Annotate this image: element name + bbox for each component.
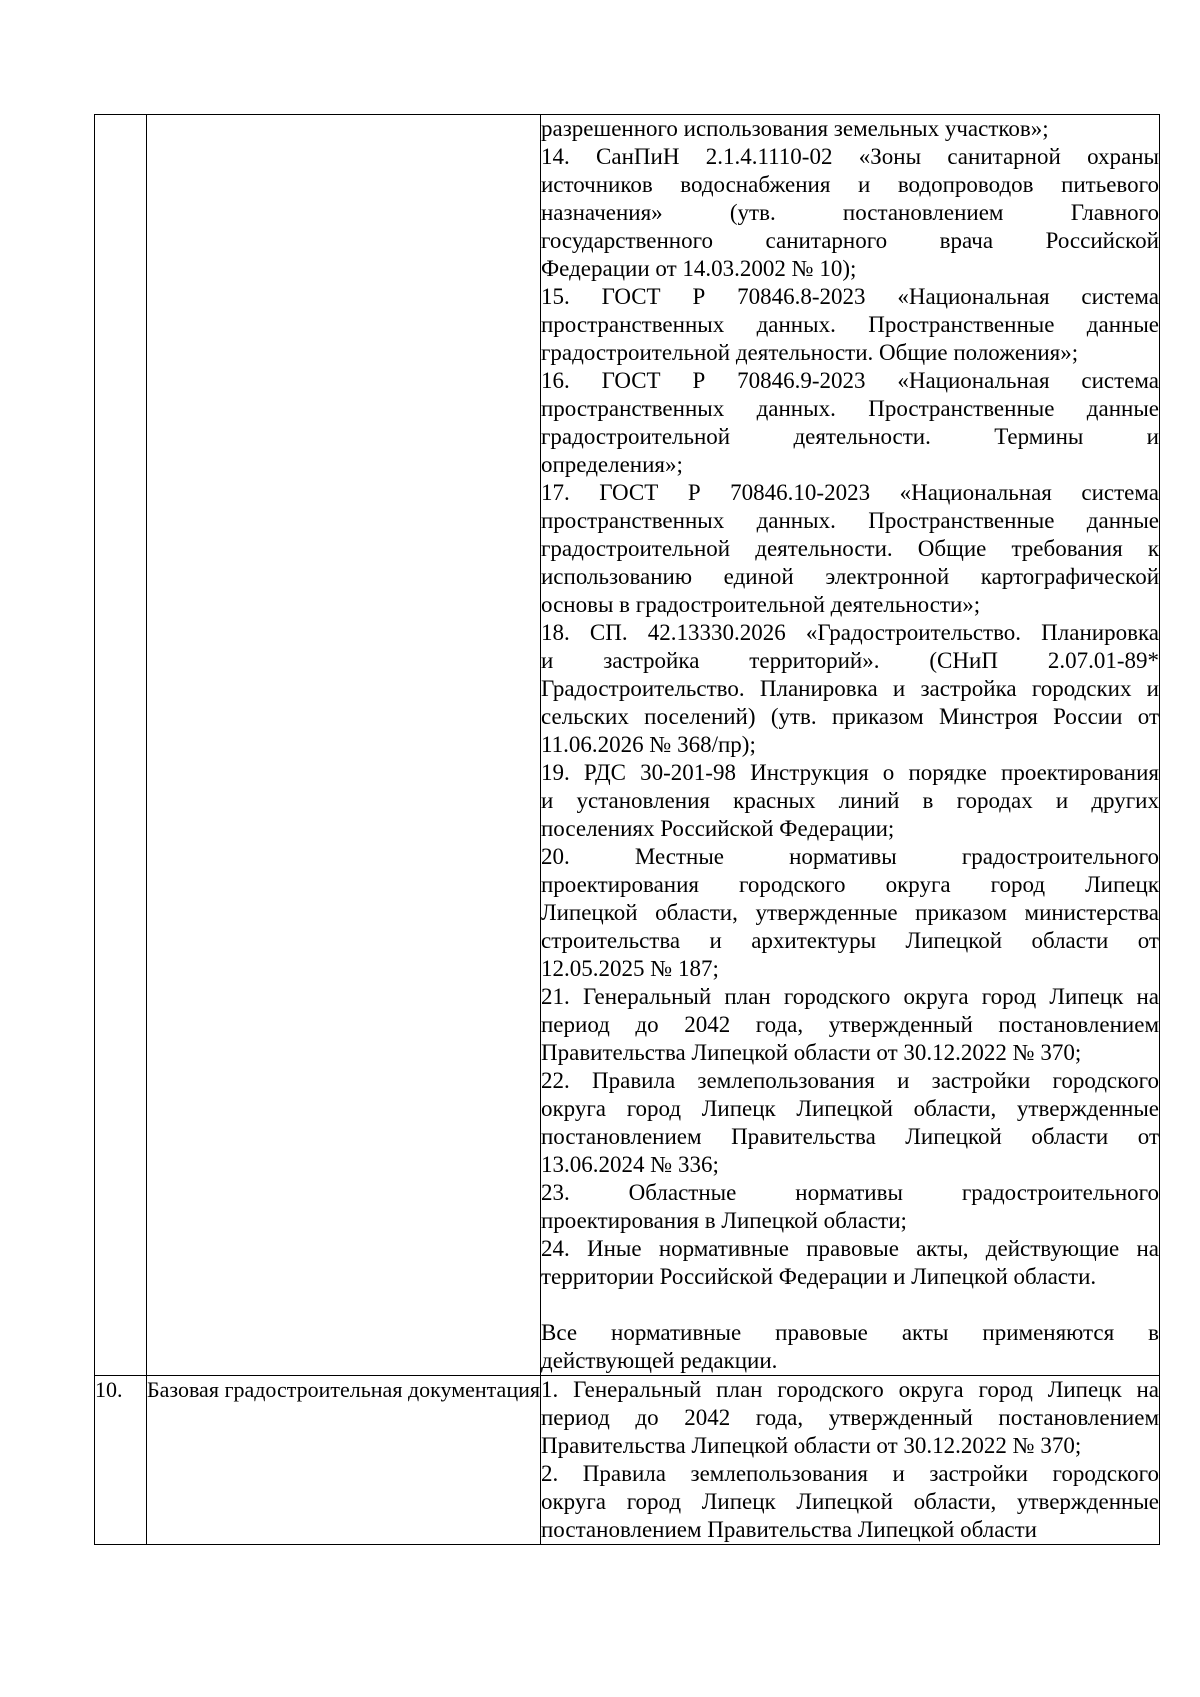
content-blocks [541, 115, 1159, 1375]
text-line: 17. ГОСТ Р 70846.10-2023 «Национальная система [541, 480, 1159, 505]
text-line: действующей редакции. [541, 1348, 778, 1373]
text-line: и застройка территорий». (СНиП 2.07.01-89* [541, 648, 1159, 673]
text-line: 12.05.2025 № 187; [541, 956, 719, 981]
text-line: использованию единой электронной картографической [541, 564, 1159, 589]
text-line: градостроительной деятельности. Общие положения»; [541, 340, 1079, 365]
text-line: 20. Местные нормативы градостроительного [541, 844, 1159, 869]
list-item [541, 619, 1159, 759]
row-content [541, 115, 1160, 1376]
text-line: 24. Иные нормативные правовые акты, действующие на [541, 1236, 1159, 1261]
list-item [541, 759, 1159, 843]
text-line: постановлением Правительства Липецкой области [541, 1517, 1037, 1542]
requirements-table [94, 114, 1160, 1545]
text-line: 13.06.2024 № 336; [541, 1152, 719, 1177]
text-line: 14. СанПиН 2.1.4.1110-02 «Зоны санитарной охраны [541, 144, 1159, 169]
list-item [541, 1376, 1159, 1460]
content-blocks [541, 1376, 1159, 1544]
text-line: 11.06.2026 № 368/пр); [541, 732, 756, 757]
row-name: Базовая градостроительная документация [147, 1376, 541, 1545]
text-line: градостроительной деятельности. Термины и [541, 424, 1159, 449]
list-item [541, 283, 1159, 367]
text-line: основы в градостроительной деятельности»; [541, 592, 981, 617]
text-line: территории Российской Федерации и Липецкой области. [541, 1264, 1097, 1289]
text-line: округа город Липецк Липецкой области, утвержденные [541, 1489, 1159, 1514]
text-line: проектирования городского округа город Липецк [541, 872, 1159, 897]
text-line: округа город Липецк Липецкой области, утвержденные [541, 1096, 1159, 1121]
text-line: 22. Правила землепользования и застройки городского [541, 1068, 1159, 1093]
text-line: 2. Правила землепользования и застройки городского [541, 1461, 1159, 1486]
text-line: Правительства Липецкой области от 30.12.2022 № 370; [541, 1040, 1082, 1065]
text-line: 23. Областные нормативы градостроительного [541, 1180, 1159, 1205]
text-line: период до 2042 года, утвержденный постановлением [541, 1012, 1159, 1037]
text-line: Федерации от 14.03.2002 № 10); [541, 256, 857, 281]
row-number [95, 115, 147, 1376]
list-item [541, 843, 1159, 983]
text-line: постановлением Правительства Липецкой области от [541, 1124, 1159, 1149]
list-item [541, 1291, 1159, 1319]
text-line: Правительства Липецкой области от 30.12.2022 № 370; [541, 1433, 1082, 1458]
text-line: Все нормативные правовые акты применяются в [541, 1320, 1159, 1345]
text-line: определения»; [541, 452, 683, 477]
text-line: 1. Генеральный план городского округа город Липецк на [541, 1377, 1159, 1402]
list-item [541, 115, 1159, 143]
list-item [541, 1235, 1159, 1291]
text-line: 18. СП. 42.13330.2026 «Градостроительство. Планировка [541, 620, 1159, 645]
text-line: 16. ГОСТ Р 70846.9-2023 «Национальная система [541, 368, 1159, 393]
text-line: государственного санитарного врача Российской [541, 228, 1159, 253]
text-line: источников водоснабжения и водопроводов питьевого [541, 172, 1159, 197]
text-line: 19. РДС 30-201-98 Инструкция о порядке проектирования [541, 760, 1159, 785]
row-name [147, 115, 541, 1376]
text-line: назначения» (утв. постановлением Главного [541, 200, 1159, 225]
row-content [541, 1376, 1160, 1545]
list-item [541, 1319, 1159, 1375]
text-line: поселениях Российской Федерации; [541, 816, 895, 841]
text-line: сельских поселений) (утв. приказом Минстроя России от [541, 704, 1159, 729]
text-line: Липецкой области, утвержденные приказом министерства [541, 900, 1159, 925]
text-line: 15. ГОСТ Р 70846.8-2023 «Национальная система [541, 284, 1159, 309]
list-item [541, 479, 1159, 619]
text-line: период до 2042 года, утвержденный постановлением [541, 1405, 1159, 1430]
list-item [541, 1067, 1159, 1179]
text-line: проектирования в Липецкой области; [541, 1208, 907, 1233]
list-item [541, 983, 1159, 1067]
text-line: строительства и архитектуры Липецкой области от [541, 928, 1159, 953]
text-line: Градостроительство. Планировка и застройка городских и [541, 676, 1159, 701]
list-item [541, 1179, 1159, 1235]
text-line: пространственных данных. Пространственные данные [541, 396, 1159, 421]
text-line: пространственных данных. Пространственные данные [541, 508, 1159, 533]
list-item [541, 143, 1159, 283]
table-row [95, 1376, 1160, 1545]
list-item [541, 1460, 1159, 1544]
text-line: разрешенного использования земельных участков»; [541, 116, 1049, 141]
text-line: градостроительной деятельности. Общие требования к [541, 536, 1159, 561]
list-item [541, 367, 1159, 479]
table-row [95, 115, 1160, 1376]
row-number: 10. [95, 1376, 147, 1545]
text-line: 21. Генеральный план городского округа город Липецк на [541, 984, 1159, 1009]
text-line: и установления красных линий в городах и других [541, 788, 1159, 813]
text-line: пространственных данных. Пространственные данные [541, 312, 1159, 337]
